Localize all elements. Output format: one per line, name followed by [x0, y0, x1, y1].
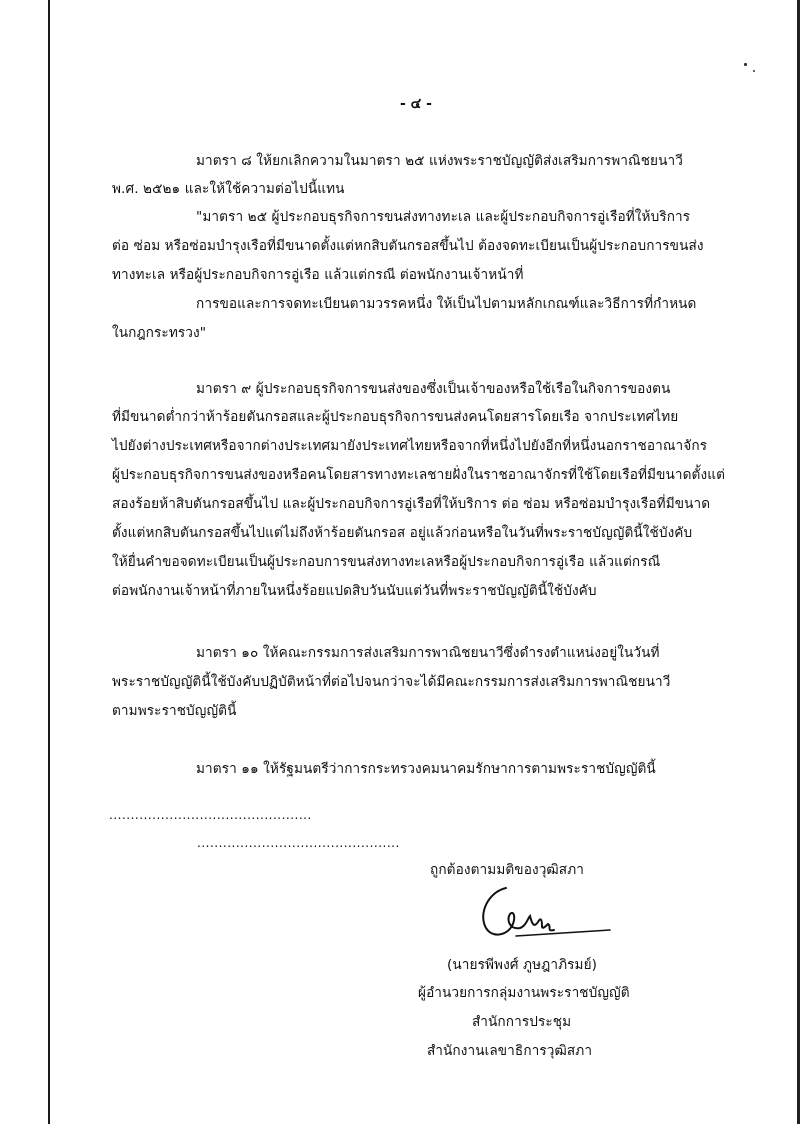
- section9-line2: ที่มีขนาดต่ำกว่าห้าร้อยตันกรอสและผู้ประกอบธุรกิจการขนส่งคนโดยสารโดยเรือ จากประเทศไทย: [112, 409, 679, 425]
- page-left-edge: [48, 0, 50, 1124]
- section9-line6: ตั้งแต่หกสิบตันกรอสขึ้นไปแต่ไม่ถึงห้าร้อยตันกรอส อยู่แล้วก่อนหรือในวันที่พระราชบัญญัตินี้ใช้บังคับ: [112, 525, 693, 541]
- certification-heading: ถูกต้องตามมติของวุฒิสภา: [430, 862, 584, 878]
- signature-image: [476, 882, 616, 946]
- signatory-organization: สำนักงานเลขาธิการวุฒิสภา: [427, 1043, 593, 1059]
- section9-line3: ไปยังต่างประเทศหรือจากต่างประเทศมายังประเทศไทยหรือจากที่หนึ่งไปยังอีกที่หนึ่งนอกราชอาณาจักร: [112, 438, 708, 454]
- section8-quote-line1: "มาตรา ๒๕ ผู้ประกอบธุรกิจการขนส่งทางทะเล และผู้ประกอบกิจการอู่เรือที่ให้บริการ: [196, 209, 691, 225]
- signatory-office: สำนักการประชุม: [472, 1014, 572, 1030]
- section8-quote-line4: การขอและการจดทะเบียนตามวรรคหนึ่ง ให้เป็นไปตามหลักเกณฑ์และวิธีการที่กำหนด: [196, 296, 697, 312]
- section8-line1: มาตรา ๘ ให้ยกเลิกความในมาตรา ๒๕ แห่งพระราชบัญญัติส่งเสริมการพาณิชยนาวี: [196, 153, 683, 169]
- section9-line4: ผู้ประกอบธุรกิจการขนส่งของหรือคนโดยสารทางทะเลชายฝั่งในราชอาณาจักรที่ใช้โดยเรือที่มีขนาดตั้งแต่: [112, 467, 726, 483]
- signatory-position: ผู้อำนวยการกลุ่มงานพระราชบัญญัติ: [418, 985, 630, 1001]
- scan-speck: [744, 63, 747, 66]
- section9-line7: ให้ยื่นคำขอจดทะเบียนเป็นผู้ประกอบการขนส่งทางทะเลหรือผู้ประกอบกิจการอู่เรือ แล้วแต่กรณี: [112, 554, 661, 570]
- section8-quote-line2: ต่อ ซ่อม หรือซ่อมบำรุงเรือที่มีขนาดตั้งแต่หกสิบตันกรอสขึ้นไป ต้องจดทะเบียนเป็นผู้ประกอบการขนส่ง: [112, 238, 704, 254]
- section11-line1: มาตรา ๑๑ ให้รัฐมนตรีว่าการกระทรวงคมนาคมรักษาการตามพระราชบัญญัตินี้: [196, 761, 656, 777]
- section10-line2: พระราชบัญญัตินี้ใช้บังคับปฏิบัติหน้าที่ต่อไปจนกว่าจะได้มีคณะกรรมการส่งเสริมการพาณิชยนาวี: [112, 674, 671, 690]
- section8-quote-line5: ในกฎกระทรวง": [112, 325, 207, 341]
- section10-line3: ตามพระราชบัญญัตินี้: [112, 703, 237, 719]
- section9-line1: มาตรา ๙ ผู้ประกอบธุรกิจการขนส่งของซึ่งเป็นเจ้าของหรือใช้เรือในกิจการของตน: [196, 381, 671, 397]
- section9-line8: ต่อพนักงานเจ้าหน้าที่ภายในหนึ่งร้อยแปดสิบวันนับแต่วันที่พระราชบัญญัตินี้ใช้บังคับ: [112, 583, 597, 599]
- page-number: - ๔ -: [400, 96, 432, 112]
- dotted-line-2: ...............................................: [197, 836, 400, 850]
- section9-line5: สองร้อยห้าสิบตันกรอสขึ้นไป และผู้ประกอบกิจการอู่เรือที่ให้บริการ ต่อ ซ่อม หรือซ่อมบำรุงเรือที่มีขนาด: [112, 496, 711, 512]
- dotted-line-1: ...............................................: [109, 808, 312, 822]
- section8-line2: พ.ศ. ๒๕๒๑ และให้ใช้ความต่อไปนี้แทน: [112, 181, 345, 197]
- section8-quote-line3: ทางทะเล หรือผู้ประกอบกิจการอู่เรือ แล้วแต่กรณี ต่อพนักงานเจ้าหน้าที่: [112, 267, 524, 283]
- signatory-name: (นายรพีพงศ์ ภูษฎาภิรมย์): [447, 957, 598, 973]
- section10-line1: มาตรา ๑๐ ให้คณะกรรมการส่งเสริมการพาณิชยนาวีซึ่งดำรงตำแหน่งอยู่ในวันที่: [196, 645, 660, 661]
- scan-speck: [753, 70, 755, 72]
